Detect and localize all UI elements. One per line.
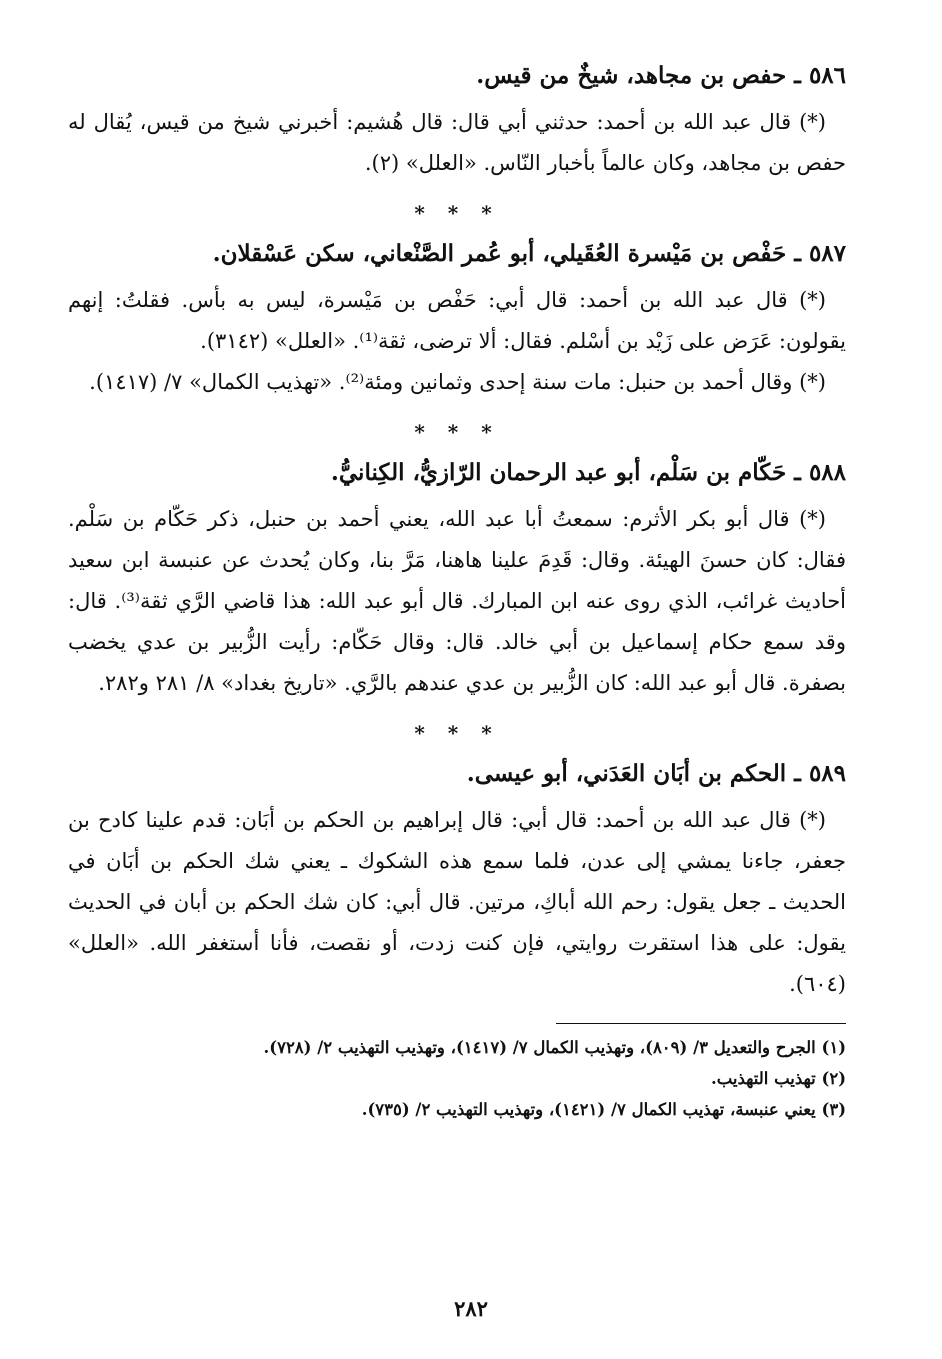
entry-heading: ٥٨٨ ـ حَكّام بن سَلْم، أبو عبد الرحمان الرّازيُّ، الكِنانيُّ. — [330, 459, 846, 486]
entry-paragraph: (*) قال عبد الله بن أحمد: قال أبي: حَفْص بن مَيْسرة، ليس به بأس. فقلتُ: إنهم يقولون: عَرَض على زَيْد بن أسْلم. فقال: ألا ترضى، ثقة⁽¹⁾. «العلل» (٣١٤٢). — [68, 288, 846, 353]
entry-586 — [68, 58, 846, 184]
book-page — [68, 48, 846, 1338]
footnote: (٢) تهذيب التهذيب. — [710, 1069, 846, 1088]
section-separator: * * * — [414, 420, 500, 444]
footnote: (٣) يعني عنبسة، تهذيب الكمال ٧/ (١٤٢١)، وتهذيب التهذيب ٢/ (٧٣٥). — [361, 1100, 846, 1119]
entry-paragraph: (*) قال عبد الله بن أحمد: قال أبي: قال إبراهيم بن الحكم بن أبَان: قدم علينا كادح بن جعفر، جاءنا يمشي إلى عدن، فلما سمع هذه الشكوك ـ يعني شك الحكم بن أبَان في الحديث ـ جعل يقول: رحم الله أباكِ، مرتين. قال أبي: كان شك الحكم بن أبان في الحديث يقول: على هذا استقرت روايتي، فإن كنت زدت، أو نقصت، فأنا أستغفر الله. «العلل» (٦٠٤). — [68, 808, 846, 996]
section-separator: * * * — [414, 201, 500, 225]
entry-589 — [68, 756, 846, 1005]
page-number: ٢٨٢ — [454, 1296, 488, 1321]
entry-heading: ٥٨٦ ـ حفص بن مجاهد، شيخٌ من قيس. — [476, 62, 846, 89]
entry-587 — [68, 236, 846, 403]
footnote-divider — [556, 1023, 846, 1024]
entry-heading: ٥٨٧ ـ حَفْص بن مَيْسرة العُقَيلي، أبو عُمر الصَّنْعاني، سكن عَسْقلان. — [212, 240, 846, 267]
entry-588 — [68, 455, 846, 704]
entry-paragraph: (*) قال عبد الله بن أحمد: حدثني أبي قال: قال هُشيم: أخبرني شيخ من قيس، يُقال له حفص بن مجاهد، وكان عالماً بأخبار النّاس. «العلل» (٢). — [68, 110, 846, 175]
entry-heading: ٥٨٩ ـ الحكم بن أبَان العَدَني، أبو عيسى. — [466, 760, 846, 787]
entry-paragraph: (*) وقال أحمد بن حنبل: مات سنة إحدى وثمانين ومئة⁽²⁾. «تهذيب الكمال» ٧/ (١٤١٧). — [89, 370, 826, 394]
footnote: (١) الجرح والتعديل ٣/ (٨٠٩)، وتهذيب الكمال ٧/ (١٤١٧)، وتهذيب التهذيب ٢/ (٧٢٨). — [263, 1038, 846, 1057]
entry-paragraph: (*) قال أبو بكر الأثرم: سمعتُ أبا عبد الله، يعني أحمد بن حنبل، ذكر حَكّام بن سَلْم. فقال: كان حسنَ الهيئة. وقال: قَدِمَ علينا هاهنا، مَرَّ بنا، وكان يُحدث عن عنبسة ابن سعيد أحاديث غرائب، الذي روى عنه ابن المبارك. قال أبو عبد الله: هذا قاضي الرَّي ثقة⁽³⁾. قال: وقد سمع حكام إسماعيل بن أبي خالد. قال: وقال حَكّام: رأيت الزُّبير بن عدي يخضب بصفرة. قال أبو عبد الله: كان الزُّبير بن عدي عندهم بالرَّي. «تاريخ بغداد» ٨/ ٢٨١ و٢٨٢. — [68, 507, 847, 695]
footnotes — [68, 1032, 846, 1125]
section-separator: * * * — [414, 721, 500, 745]
